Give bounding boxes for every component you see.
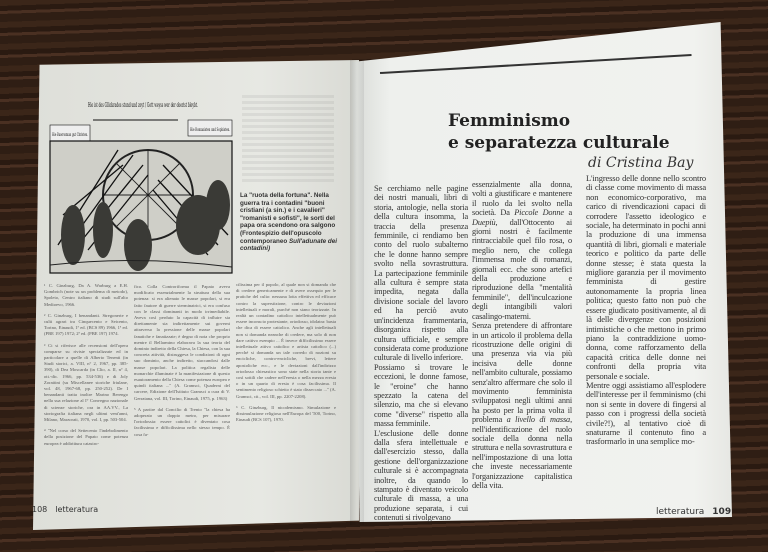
footnotes-column-2 xyxy=(134,284,230,443)
woodcut-label-left: Hie Bawrssman gut Christen. xyxy=(52,132,89,138)
article-column-1 xyxy=(374,184,468,523)
woodcut-label-top: Hie ist des Glückrades stund und zeyt / Gott weyss wer der oberist bleybt. xyxy=(88,101,198,109)
text: Senza pretendere di affrontare in un articolo il problema della ricostruzione delle origini di una presenza via via più incisiva delle donne nell'ambito culturale, possiamo senz'altro affermare che solo il movimento femminista sviluppatosi negli ultimi anni ha posto per la prima volta il problema xyxy=(472,321,572,425)
italic-emphasis: a livello di massa xyxy=(506,415,571,425)
article-column-2 xyxy=(472,180,572,490)
footnote: ⁶ C. Ginzburg, Il nicodemismo. Simulazione e dissimulazione religiosa nell'Europa del '500, Torino, Einaudi (BCS 107), 1970. xyxy=(236,404,336,423)
paragraph xyxy=(472,180,572,321)
footnote: ³ Ci si riferisce alle recensioni dell'opera comparse su riviste specializzate ed in particolare a quelle di Alberto Tenenti (in Studi storici, a. VIII, n° 2, 1967, pp. 385-390), di Dea Moscarda (in Clio, a. II, n° 4, ott.-dic. 1966, pp. 534-536) e di Joly Zorattini (su Miscellanee storiche friulane, vol. 48, 1967-68, pp. 250-252). De I benandanti tratta inoltre Marino Berengo nella sua relazione al I° Convegno nazionale di scienze storiche, ora in AA.VV., La storiografia italiana negli ultimi vent'anni, Milano, Marzorati, 1970, vol. I, pp. 503-504. xyxy=(44,342,128,423)
italic-title: Piccole Donne xyxy=(514,208,564,218)
caption-italic: Sull'adunate dei contadini) xyxy=(240,237,338,253)
paragraph xyxy=(472,321,572,490)
author-byline: di Cristina Bay xyxy=(588,155,694,171)
footnote: ⁵ A partire dal Concilio di Trento "la chiesa ha adoperato un doppio metro, per misurare l'ortodossia: essere cattolici è diventato cosa facilissima e difficilissima nello stesso tempo. È cosa fa- xyxy=(134,406,230,437)
paragraph: L'esclusione delle donne dalla sfera intellettuale e dall'esercizio stesso, dalla gestione dell'organizzazione culturale si è accompagnata inoltre, da quando lo stampato è diventato veicolo culturale di massa, a una produzione separata, i cui contenuti si rivolgevano xyxy=(374,428,468,523)
footnote: fico. Colla Controriforma il Papato aveva modificato essenzialmente la struttura della sua potenza: si era alienato le masse popolari, si era fatto fautore di guerre sterminatrici, si era confuso con le classi dominanti in modo irrimediabile. Aveva così perduto la capacità di influire sia direttamente sia indirettamente sui governi attraverso la pressione delle masse popolari fanatiche e fanatizzate; è degno di nota che proprio mentre il Bellarmino elaborava la sua teoria del dominio indiretto della Chiesa, la Chiesa, con la sua concreta attività, distruggeva le condizioni di ogni suo dominio, anche indiretto, staccandosi dalle masse popolari. La politica regalista delle monarchie illuminate è la manifestazione di questo esautoramento della Chiesa come potenza europea e quindi italiana ..." (A. Gramsci, Quaderni del carcere, Edizione dell'Istituto Gramsci a cura di V. Gerratana, vol. III, Torino, Einaudi, 1975, p. 1963) xyxy=(134,284,230,401)
paragraph: Mentre oggi assistiamo all'esplodere dell'interesse per il femminismo (chi non si sente in dovere di fingersi al passo con i progressi della società civile?!), al tentativo cioè di snaturarne il contenuto fino a trasformarlo in una semplice mo- xyxy=(586,379,706,447)
footnotes-column-1 xyxy=(44,283,128,452)
article-title xyxy=(448,110,670,154)
footnotes-column-3 xyxy=(236,282,336,428)
book-gutter xyxy=(350,60,364,525)
woodcut-label-right: Hie Romanisten und Sophisten. xyxy=(190,127,231,133)
footnote: ¹ C. Ginzburg, Da A. Warburg a E.H. Gombrich (note su un problema di metodo), Spoleto, Centro italiano di studi sull'alto Medioevo, 1966. xyxy=(44,283,128,307)
footnote: cilissima per il popolo, al quale non si domanda che di credere genericamente e di avere ossequio per le pratiche del culto: nessuna lotta effettiva ed efficace contro la superstizione, contro le deviazioni intellettuali e morali, purché non siano teorizzate. In realtà un contadino cattolico intellettualmente può essere inconscio protestante, ortodosso, idolatra: basta che dica di essere cattolico. Anche agli intellettuali non si domanda neanche di credere, ma solo di non dare cattivo esempio ... È invece difficilissimo essere intellettuale attivo cattolico e artista cattolico (...) perché si domanda un tale corredo di nozioni su encicliche, contro-encicliche, brevi, lettere apostoliche ecc., e le deviazioni dall'indirizzo ortodosso chiesastico sono state nella storia tante e così sottili che cadere nell'eresia o nella mezza eresia o in un quarto di eresia è cosa facilissima. Il sentimento religioso schietto è stato disseccato ..." (A. Gramsci, cit., vol. III, pp. 2207-2208). xyxy=(236,282,336,399)
illustration-caption xyxy=(240,192,338,253)
left-page-footer xyxy=(32,505,98,515)
italic-title: Duepiù xyxy=(472,217,496,227)
page-number: 108 xyxy=(32,505,48,514)
paragraph: Se cerchiamo nelle pagine dei nostri manuali, libri di storia, antologie, nella storia della cultura insomma, la traccia della presenza femminile, ci rendiamo ben conto del ruolo subalterno che le donne hanno sempre svolto nella sovrastruttura. La partecipazione femminile alla cultura è sempre stata impedita, negata dalla divisione sociale del lavoro ed ha perciò avuto un'incidenza frammentaria, disorganica rispetto alla cultura ufficiale, e sempre considerata come produzione culturale di livello inferiore. xyxy=(374,184,468,363)
text: a xyxy=(563,208,572,218)
right-page-footer xyxy=(656,507,731,518)
caption-text: La "ruota della fortuna". Nella guerra tra i contadini "buoni cristiani (a sin.) e i cavalieri" "romanisti e sofisti", le sorti del papa ora scendono ora salgono (Frontespizio dell'opuscolo contemporaneo xyxy=(240,192,336,245)
show-through-text xyxy=(242,95,334,183)
section-name: letteratura xyxy=(55,505,99,514)
text: , nell'identificazione del ruolo sociale della donna nella struttura e nella sovrastruttura e nell'impostazione di una lotta che investe necessariamente l'organizzazione capitalistica della vita. xyxy=(472,415,572,490)
section-name: letteratura xyxy=(656,507,705,517)
paragraph: L'ingresso delle donne nello scontro di classe come movimento di massa non economico-corporativo, ma carico di rivendicazioni capaci di corrodere l'assetto ideologico e sociale, ha determinato in pochi anni la produzione di una immensa quantità di libri, giornali e materiale teorico e politico da parte delle donne stesse; è stata questa la migliore garanzia per il movimento femminista di gestire autonomamente la propria linea politica; questo fatto non può che essere giudicato positivamente, al di là delle divergenze con posizioni intimistiche o che mettono in primo piano la contraddizione uomo-donna, come rafforzamento della capacità critica delle donne nei confronti della propria vita personale e sociale. xyxy=(586,173,706,381)
text: , dall'Ottocento ai giorni nostri è facilmente rintracciabile quel filo rosa, o meglio nero, che collega l'immensa mole di romanzi, giornali ecc. che sono artefici della produzione e riproduzione della "mentalità femminile", dell'inculcazione degli intangibili valori casalingo-materni. xyxy=(472,217,572,321)
title-line-1: Femminismo xyxy=(448,111,571,131)
footnote: ⁴ "Nel corso del Settecento l'indebolimento della posizione del Papato come potenza europea è addirittura catastro- xyxy=(44,428,128,446)
footnote: ² C. Ginzburg, I benandanti. Stregonerie e culti agrari tra Cinquecento e Seicento, Torino, Einaudi, 1ª ed. (BCS 89) 1966, 1ª ed. (PBE 197) 1972; 2ª ed. (PBE 197) 1974. xyxy=(44,312,128,337)
title-line-2: e separatezza culturale xyxy=(448,133,670,153)
page-number: 109 xyxy=(712,507,732,517)
text: essenzialmente alla donna, volti a giustificare e mantenere il ruolo da lei svolto nella società. Da xyxy=(472,180,572,218)
woodcut-illustration xyxy=(48,95,233,275)
paragraph: Possiamo sì trovare le eccezioni, le donne famose, le "eroine" che hanno spezzato la catena del silenzio, ma che si elevano come "diverse" rispetto alla massa femminile. xyxy=(374,362,468,429)
article-column-3 xyxy=(586,174,706,447)
